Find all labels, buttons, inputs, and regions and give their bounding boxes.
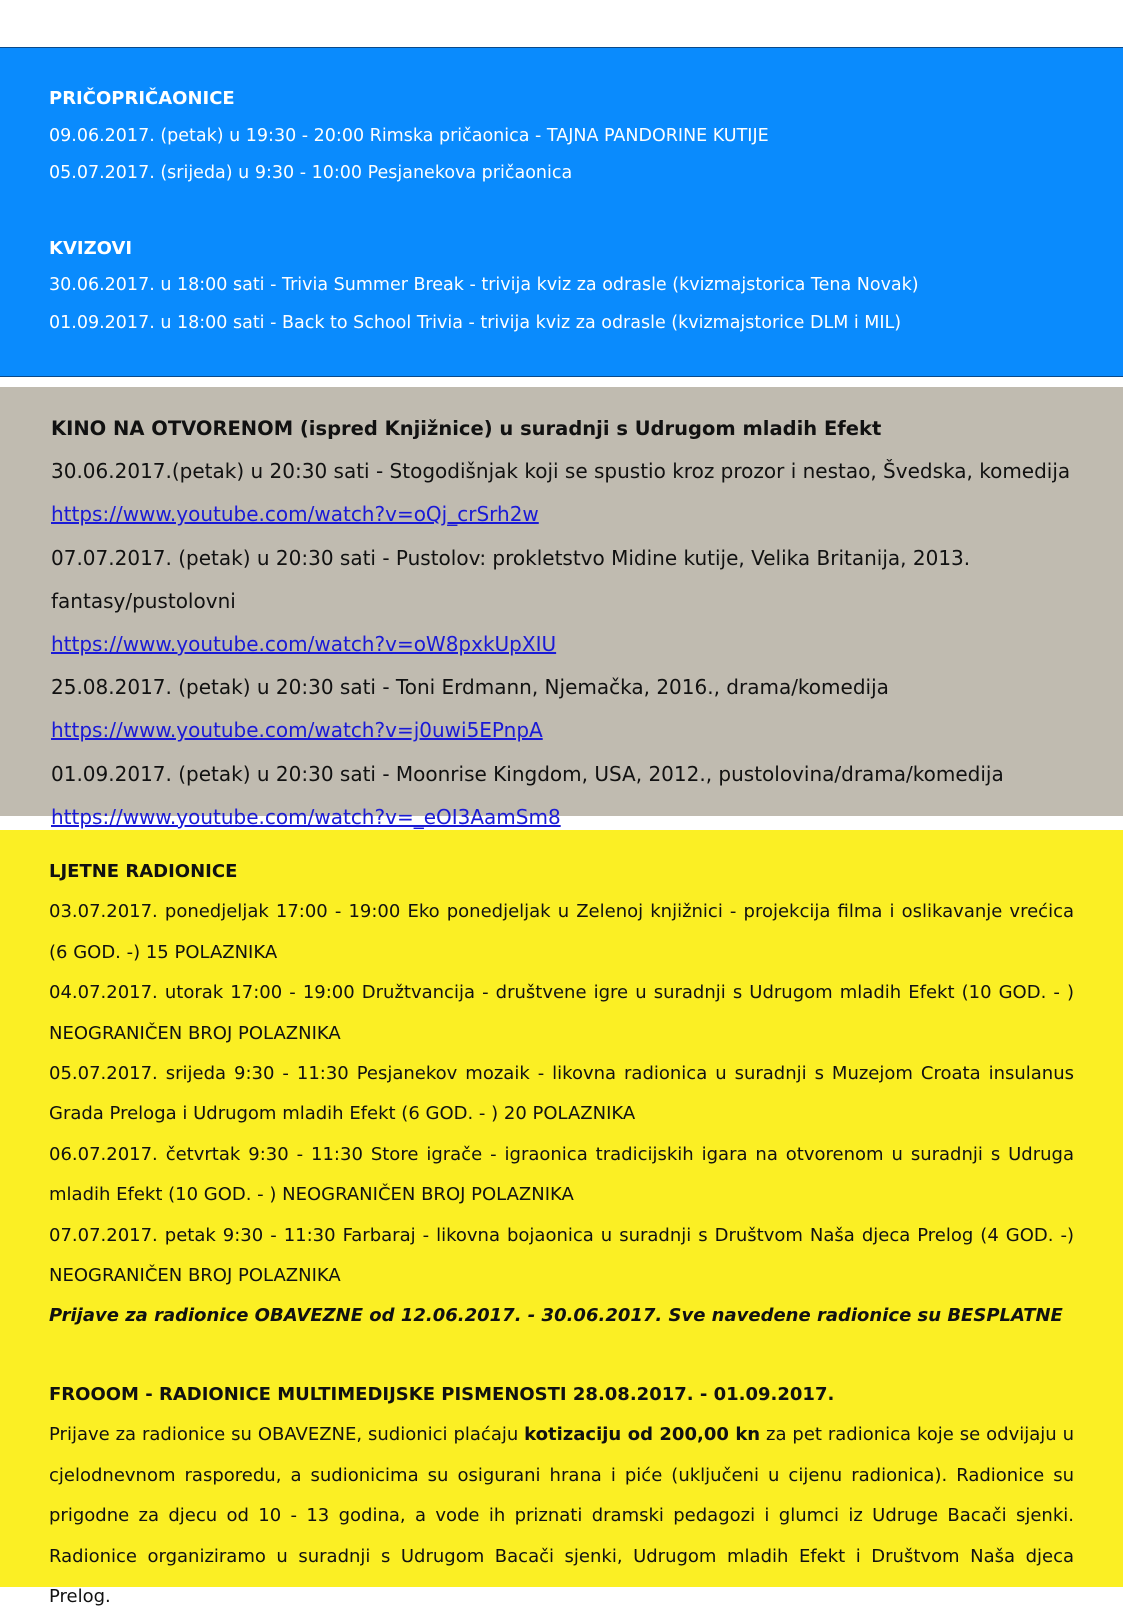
workshop-item: 04.07.2017. utorak 17:00 - 19:00 Družtvancija - društvene igre u suradnji s Udrugom mladih Efekt (10 GOD. - ) NEOGRANIČEN BROJ POLAZNIKA xyxy=(49,982,1074,1044)
film-item: 30.06.2017.(petak) u 20:30 sati - Stogodišnjak koji se spustio kroz prozor i nestao, Švedska, komedija xyxy=(51,459,1071,484)
section-title-kino: KINO NA OTVORENOM (ispred Knjižnice) u suradnji s Udrugom mladih Efekt xyxy=(51,417,882,440)
film-trailer-link[interactable]: https://www.youtube.com/watch?v=oW8pxkUpXIU xyxy=(51,632,557,657)
workshop-item: 03.07.2017. ponedjeljak 17:00 - 19:00 Eko ponedjeljak u Zelenoj knjižnici - projekcija filma i oslikavanje vrećica (6 GOD. -) 15 POLAZNIKA xyxy=(49,901,1074,963)
film-trailer-link[interactable]: https://www.youtube.com/watch?v=oQj_crSrh2w xyxy=(51,502,539,527)
event-item: 05.07.2017. (srijeda) u 9:30 - 10:00 Pesjanekova pričaonica xyxy=(49,163,573,183)
events-panel-kino xyxy=(0,387,1123,829)
film-item: 25.08.2017. (petak) u 20:30 sati - Toni Erdmann, Njemačka, 2016., drama/komedija xyxy=(51,675,889,700)
workshop-item: 06.07.2017. četvrtak 9:30 - 11:30 Store igrače - igraonica tradicijskih igara na otvorenom u suradnji s Udruga mladih Efekt (10 GOD. - ) NEOGRANIČEN BROJ POLAZNIKA xyxy=(49,1143,1074,1206)
workshop-item: 05.07.2017. srijeda 9:30 - 11:30 Pesjanekov mozaik - likovna radionica u suradnji s Muzejom Croata insulanus Grada Preloga i Udrugom mladih Efekt (6 GOD. - ) 20 POLAZNIKA xyxy=(49,1063,1074,1125)
film-item: 07.07.2017. (petak) u 20:30 sati - Pustolov: prokletstvo Midine kutije, Velika Britanija, 2013. fantasy/pustolovni xyxy=(51,545,971,613)
film-item: 01.09.2017. (petak) u 20:30 sati - Moonrise Kingdom, USA, 2012., pustolovina/drama/komedija xyxy=(51,761,1004,786)
event-item: 09.06.2017. (petak) u 19:30 - 20:00 Rimska pričaonica - TAJNA PANDORINE KUTIJE xyxy=(49,125,769,146)
events-panel-radionice xyxy=(0,830,1123,1607)
section-title-radionice: LJETNE RADIONICE xyxy=(49,861,238,882)
registration-note: Prijave za radionice OBAVEZNE od 12.06.2017. - 30.06.2017. Sve navedene radionice su BESPLATNE xyxy=(49,1305,1063,1327)
film-trailer-link[interactable]: https://www.youtube.com/watch?v=j0uwi5EPnpA xyxy=(51,718,543,743)
frooom-fee: kotizaciju od 200,00 kn xyxy=(524,1424,761,1446)
frooom-text-after: za pet radionica koje se odvijaju u cjelodnevnom rasporedu, a sudionicima su osigurani hrana i piće (uključeni u cijenu radionica). Radionice su prigodne za djecu od 10 - 13 godina, a vode ih priznati dramski pedagozi i glumci iz Udruge Bacači sjenki. Radionice organiziramo u suradnji s Udrugom Bacači sjenki, Udrugom mladih Efekt i Društvom Naša djeca Prelog. xyxy=(49,1424,1074,1607)
frooom-text-before: Prijave za radionice su OBAVEZNE, sudionici plaćaju xyxy=(49,1424,525,1446)
events-panel-blue xyxy=(0,47,1123,377)
event-item: 01.09.2017. u 18:00 sati - Back to School Trivia - trivija kviz za odrasle (kvizmajstorice DLM i MIL) xyxy=(49,312,902,333)
section-title-kvizovi: KVIZOVI xyxy=(49,237,133,259)
event-item: 30.06.2017. u 18:00 sati - Trivia Summer Break - trivija kviz za odrasle (kvizmajstorica Tena Novak) xyxy=(49,275,919,295)
film-trailer-link[interactable]: https://www.youtube.com/watch?v=_eOI3AamSm8 xyxy=(51,804,561,829)
section-title-frooom: FROOOM - RADIONICE MULTIMEDIJSKE PISMENOSTI 28.08.2017. - 01.09.2017. xyxy=(49,1383,835,1405)
workshop-item: 07.07.2017. petak 9:30 - 11:30 Farbaraj - likovna bojaonica u suradnji s Društvom Naša djeca Prelog (4 GOD. -) NEOGRANIČEN BROJ POLAZNIKA xyxy=(49,1224,1074,1287)
section-title-pricopricaonice: PRIČOPRIČAONICE xyxy=(49,88,235,109)
